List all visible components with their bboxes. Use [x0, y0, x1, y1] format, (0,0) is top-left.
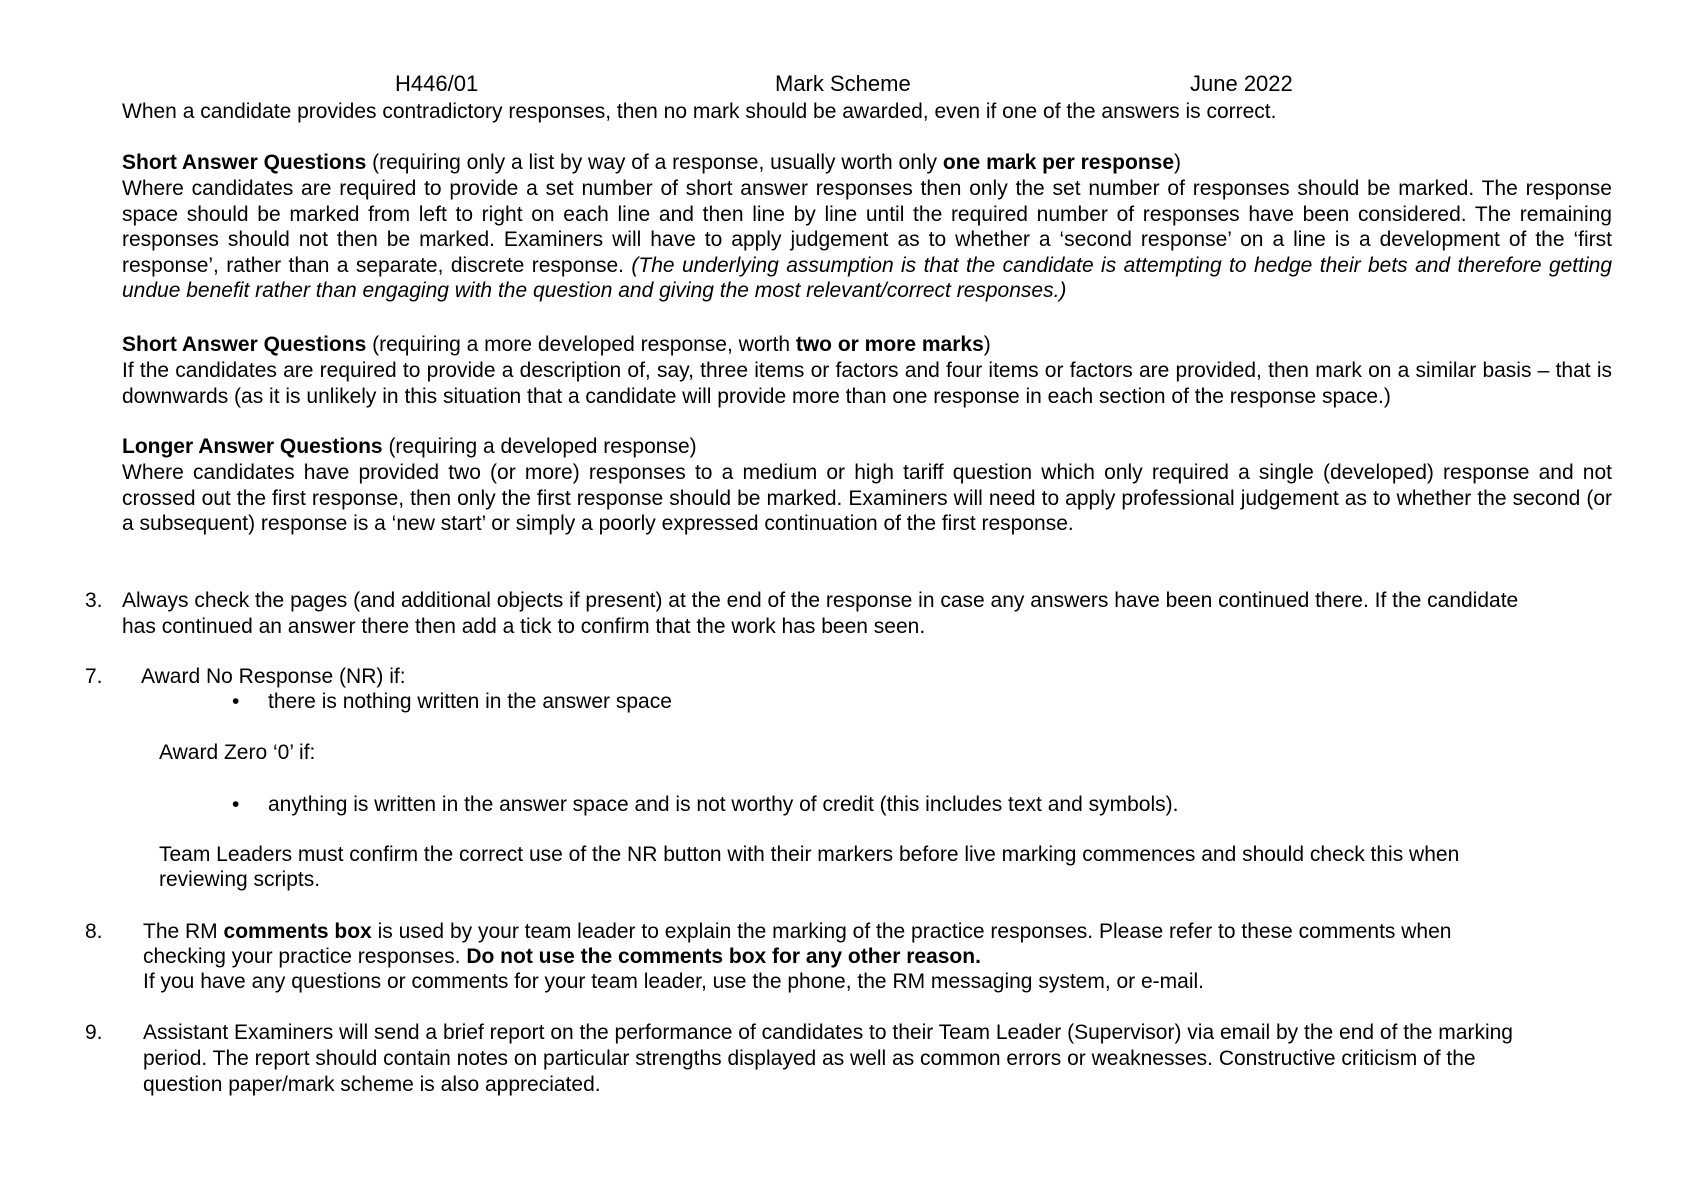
- item7-nr-bullet-text: there is nothing written in the answer space: [268, 690, 672, 713]
- item7-tl-line1: Team Leaders must confirm the correct use of the NR button with their markers before live marking commences and should check this when: [159, 843, 1460, 866]
- item7-tl-line2: reviewing scripts.: [159, 868, 321, 891]
- header-code: H446/01: [395, 71, 479, 96]
- saq1-italic-note: (The underlying assumption is that the candidate is attempting to hedge their bets and therefore getting undue benefit rather than engaging with the question and giving the most relevant/correct responses.): [122, 253, 1613, 302]
- item3-number: 3.: [85, 589, 103, 612]
- item7-zero-bullet-marker: •: [232, 793, 240, 816]
- saq1-paren-start: (requiring only a list by way of a response, usually worth only: [372, 151, 938, 174]
- header-date: June 2022: [1190, 71, 1293, 96]
- saq2-paren-bold: two or more marks: [795, 333, 984, 356]
- saq2-body: If the candidates are required to provide a description of, say, three items or factors and four items or factors are provided, then mark on a similar basis – that is downwards (as it is unlikely in this situation that a candidate will provide more than one response in each section of the response space.): [122, 359, 1612, 408]
- item9-line3: question paper/mark scheme is also appreciated.: [143, 1073, 601, 1096]
- saq1-heading-line: [122, 150, 1612, 176]
- laq-body: Where candidates have provided two (or more) responses to a medium or high tariff question which only required a single (developed) response and not crossed out the first response, then only the first response should be marked. Examiners will need to apply professional judgement as to whether the second (or a subsequent) response is a ‘new start’ or simply a poorly expressed continuation of the first response.: [122, 461, 1612, 535]
- saq2-heading: Short Answer Questions: [122, 333, 367, 356]
- saq1-body: [122, 176, 1612, 304]
- laq-heading: Longer Answer Questions: [122, 435, 383, 458]
- item8-l2-bold: Do not use the comments box for any other reason.: [466, 945, 981, 968]
- contradictory-paragraph: When a candidate provides contradictory responses, then no mark should be awarded, even if one of the answers is correct.: [122, 100, 1277, 123]
- laq-paren: (requiring a developed response): [388, 435, 697, 458]
- saq1-body-text: Where candidates are required to provide a set number of short answer responses then only the set number of responses should be marked. The response space should be marked from left to right on each line and then line by line until the required number of responses have been considered. The remaining responses should not then be marked. Examiners will have to apply judgement as to whether a ‘second response’ on a line is a development of the ‘first response’, rather than a separate, discrete response.: [122, 177, 1612, 277]
- header-title: Mark Scheme: [775, 71, 911, 96]
- item3-line2: has continued an answer there then add a tick to confirm that the work has been seen.: [122, 615, 926, 638]
- item9-number: 9.: [85, 1021, 103, 1044]
- item3-line1: Always check the pages (and additional objects if present) at the end of the response in case any answers have been continued there. If the candidate: [122, 589, 1519, 612]
- laq-heading-line: [122, 434, 1612, 460]
- item7-number: 7.: [85, 665, 103, 688]
- item9-line2: period. The report should contain notes on particular strengths displayed as well as common errors or weaknesses. Constructive criticism of the: [143, 1047, 1476, 1070]
- item8-l2-start: checking your practice responses.: [143, 945, 461, 968]
- saq2-paren-start: (requiring a more developed response, worth: [372, 333, 791, 356]
- item7-nr-label: Award No Response (NR) if:: [141, 665, 406, 688]
- saq2-heading-line: [122, 332, 1612, 358]
- saq1-paren-bold: one mark per response: [942, 151, 1174, 174]
- item8-line2: [143, 944, 981, 970]
- item8-line1: [143, 919, 1451, 945]
- item8-l1-end: is used by your team leader to explain the marking of the practice responses. Please refer to these comments when: [377, 920, 1452, 943]
- item8-l1-start: The RM: [143, 920, 218, 943]
- item8-comments-box: comments box: [223, 920, 372, 943]
- item8-line3: If you have any questions or comments for your team leader, use the phone, the RM messaging system, or e-mail.: [143, 970, 1205, 993]
- saq2-paren-end: ): [983, 333, 991, 356]
- item7-zero-label: Award Zero ‘0’ if:: [159, 741, 316, 764]
- saq1-heading: Short Answer Questions: [122, 151, 367, 174]
- saq1-paren-end: ): [1174, 151, 1181, 174]
- item9-line1: Assistant Examiners will send a brief report on the performance of candidates to their Team Leader (Supervisor) via email by the end of the marking: [143, 1021, 1513, 1044]
- item7-nr-bullet-marker: •: [232, 690, 240, 713]
- item7-zero-bullet-text: anything is written in the answer space and is not worthy of credit (this includes text and symbols).: [268, 793, 1179, 816]
- item8-number: 8.: [85, 920, 103, 943]
